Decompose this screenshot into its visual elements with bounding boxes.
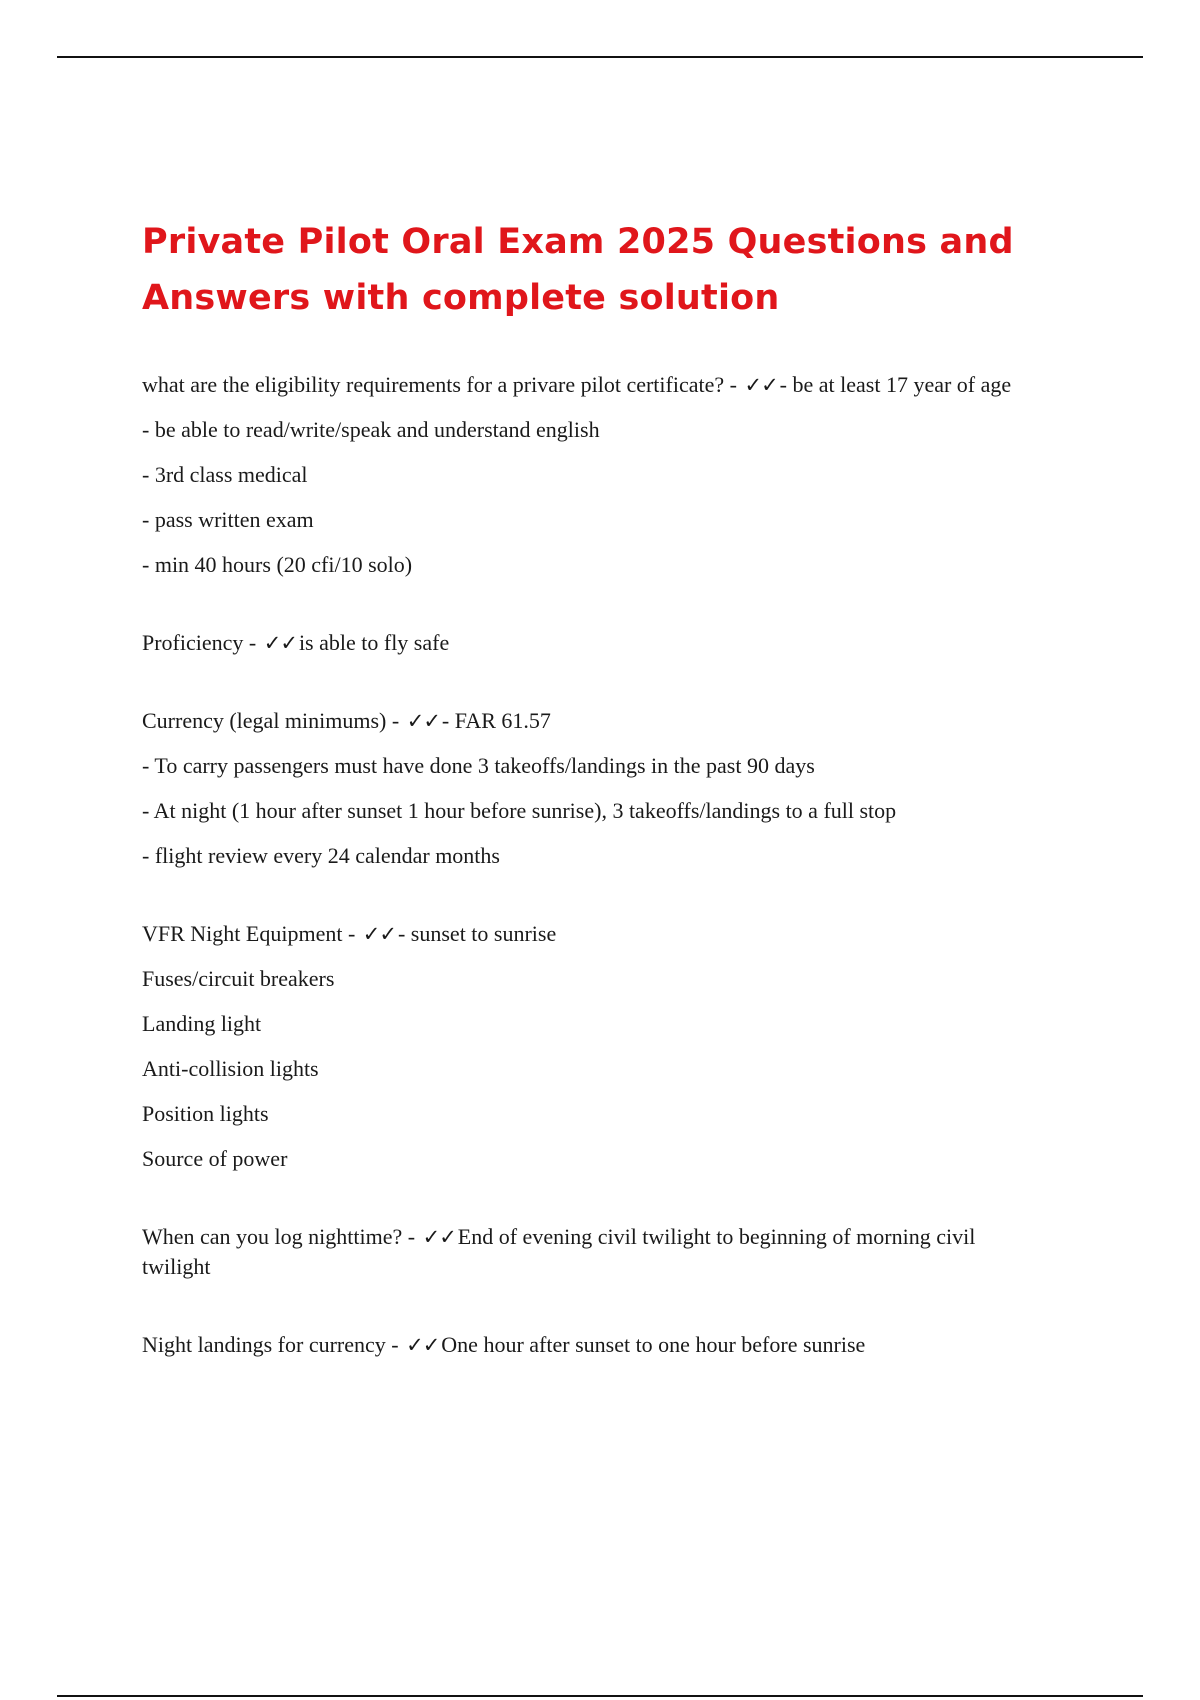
check-mark-icon: ✓✓ — [362, 922, 396, 946]
answer-line: Source of power — [142, 1146, 288, 1171]
answer-line: - be able to read/write/speak and understand english — [142, 417, 600, 442]
answer-line: Anti-collision lights — [142, 1056, 319, 1081]
check-mark-icon: ✓✓ — [406, 709, 440, 733]
answer-text: - sunset to sunrise — [397, 921, 557, 946]
qa-first-line — [142, 919, 1042, 949]
question-text: VFR Night Equipment - — [142, 921, 356, 946]
check-mark-icon: ✓✓ — [422, 1225, 456, 1249]
qa-item-log-nighttime — [142, 1222, 1042, 1282]
qa-first-line — [142, 628, 1042, 658]
qa-item-vfr-night-equipment — [142, 919, 1042, 1174]
qa-first-line — [142, 1330, 1042, 1360]
document-title: Private Pilot Oral Exam 2025 Questions and Answers with complete solution — [142, 222, 1014, 318]
qa-first-line — [142, 706, 1042, 736]
qa-item-currency — [142, 706, 1042, 871]
answer-line: - At night (1 hour after sunset 1 hour before sunrise), 3 takeoffs/landings to a full stop — [142, 798, 897, 823]
bottom-rule — [57, 1695, 1143, 1697]
top-rule — [57, 56, 1143, 58]
answer-text: - be at least 17 year of age — [779, 372, 1012, 397]
answer-text: is able to fly safe — [298, 630, 450, 655]
answer-line: - min 40 hours (20 cfi/10 solo) — [142, 552, 413, 577]
answer-text: End of evening civil twilight to beginning of morning civil twilight — [142, 1224, 976, 1279]
qa-item-proficiency — [142, 628, 1042, 658]
answer-text: One hour after sunset to one hour before sunrise — [441, 1332, 866, 1357]
question-text: what are the eligibility requirements for a privare pilot certificate? - — [142, 372, 737, 397]
check-mark-icon: ✓✓ — [406, 1333, 440, 1357]
question-text: Night landings for currency - — [142, 1332, 399, 1357]
qa-list — [142, 370, 1042, 1408]
answer-line: Landing light — [142, 1011, 262, 1036]
question-text: Currency (legal minimums) - — [142, 708, 400, 733]
qa-first-line — [142, 1222, 1042, 1282]
qa-item-night-landings — [142, 1330, 1042, 1360]
question-text: When can you log nighttime? - — [142, 1224, 416, 1249]
qa-first-line — [142, 370, 1042, 400]
check-mark-icon: ✓✓ — [263, 631, 297, 655]
question-text: Proficiency - — [142, 630, 257, 655]
answer-text: - FAR 61.57 — [441, 708, 551, 733]
answer-line: - pass written exam — [142, 507, 314, 532]
answer-line: Position lights — [142, 1101, 269, 1126]
answer-line: - flight review every 24 calendar months — [142, 843, 500, 868]
check-mark-icon: ✓✓ — [744, 373, 778, 397]
answer-line: - To carry passengers must have done 3 takeoffs/landings in the past 90 days — [142, 753, 815, 778]
qa-item-eligibility — [142, 370, 1042, 580]
answer-line: Fuses/circuit breakers — [142, 966, 335, 991]
answer-line: - 3rd class medical — [142, 462, 308, 487]
